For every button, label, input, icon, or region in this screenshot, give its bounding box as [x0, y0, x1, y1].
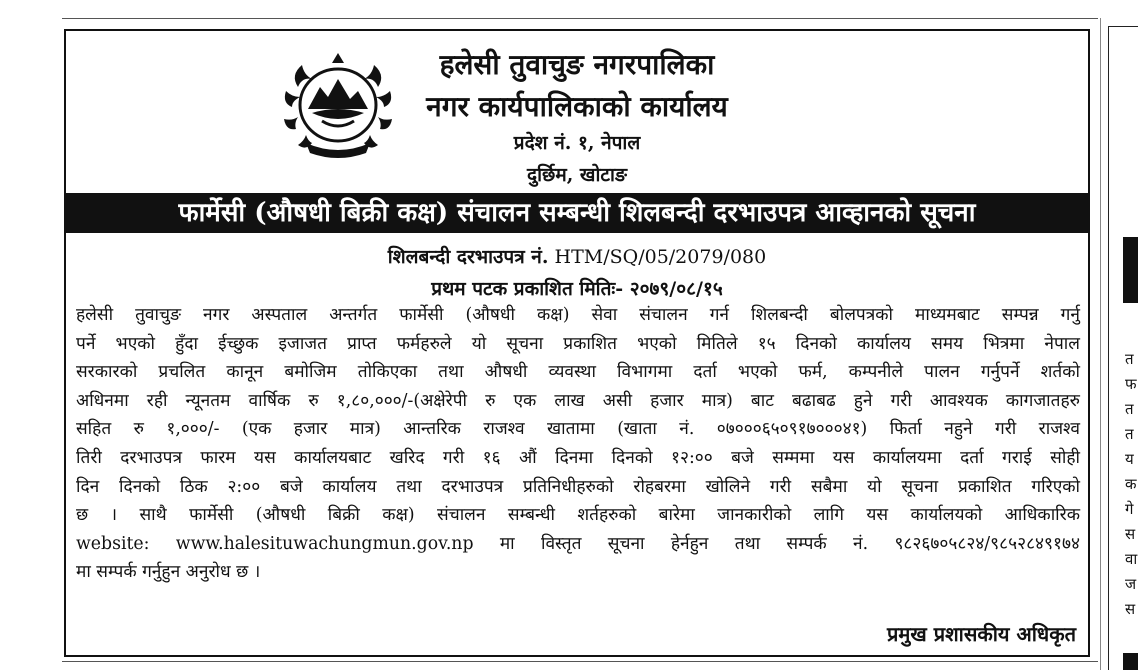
adjacent-text-fragment: त: [1125, 400, 1134, 418]
page-top-rule: [62, 18, 1098, 19]
adjacent-text-fragment: ज: [1125, 575, 1137, 593]
adjacent-text-fragment: य: [1125, 450, 1134, 468]
public-notice: [64, 29, 1090, 657]
notice-body-line: दिन दिनको ठिक २:०० बजे कार्यालय तथा दरभाउपत्र प्रतिनिधीहरुको रोहबरमा खोलिने गरी सबैमा यो सूचना प्रकाशित गरिएको: [76, 476, 1080, 497]
notice-body-line: अधिनमा रही न्यूनतम वार्षिक रु १,८०,०००/-(अक्षेरेपी रु एक लाख असी हजार मात्र) बाट बढाबढ हुने गरी आवश्यक कागजातहरु: [76, 390, 1081, 411]
notice-body: [76, 301, 1080, 587]
adjacent-column: [1108, 26, 1138, 670]
publication-date-label: प्रथम पटक प्रकाशित मितिः-: [431, 278, 624, 300]
municipality-name: हलेसी तुवाचुङ नगरपालिका: [439, 48, 715, 81]
column-separator: [1100, 18, 1101, 670]
reference-number: [66, 243, 1088, 269]
page-bottom-rule: [62, 661, 1098, 662]
publication-date: [66, 275, 1088, 301]
adjacent-footer-block: [1123, 653, 1138, 670]
signatory-title: प्रमुख प्रशासकीय अधिकृत: [887, 622, 1076, 646]
adjacent-black-block: [1123, 237, 1138, 303]
notice-body-line: मा सम्पर्क गर्नुहुन अनुरोध छ ।: [76, 562, 261, 583]
reference-label: शिलबन्दी दरभाउपत्र नं.: [387, 246, 549, 268]
adjacent-text-fragment: क: [1125, 475, 1137, 493]
adjacent-text-fragment: वा: [1125, 550, 1138, 568]
notice-body-line: सरकारको प्रचलित कानून बमोजिम तोकिएका तथा औषधी व्यवस्था विभागमा दर्ता भएको फर्म, कम्पनीले पालन गर्नुपर्ने शर्तको: [76, 362, 1080, 383]
notice-body-line: छ । साथै फार्मेसी (औषधी बिक्री कक्ष) संचालन सम्बन्धी शर्तहरुको बारेमा जानकारीको लागि यस कार्यालयको आधिकारिक: [76, 505, 1080, 526]
location-line: दुर्छिम, खोटाङ: [527, 164, 627, 186]
notice-body-line: website: www.halesituwachungmun.gov.np मा विस्तृत सूचना हेर्नहुन तथा सम्पर्क नं. ९८२६७०५८२४/९८५२८४९१७४: [76, 533, 1080, 554]
notice-body-line: हलेसी तुवाचुङ नगर अस्पताल अन्तर्गत फार्मेसी (औषधी कक्ष) सेवा संचालन गर्न शिलबन्दी बोलपत्रको माध्यमबाट सम्पन्न गर्नु: [76, 305, 1080, 325]
notice-title: फार्मेसी (औषधी बिक्री कक्ष) संचालन सम्बन्धी शिलबन्दी दरभाउपत्र आव्हानको सूचना: [66, 193, 1088, 233]
publication-date-value: २०७९/०८/१५: [629, 278, 723, 300]
notice-body-line: तिरी दरभाउपत्र फारम यस कार्यालयबाट खरिद गरी १६ औं दिनमा दिनको १२:०० बजे सम्ममा यस कार्यालयमा दर्ता गराई सोही: [76, 447, 1080, 468]
office-name: नगर कार्यपालिकाको कार्यालय: [426, 90, 728, 123]
adjacent-text-fragment: गे: [1125, 500, 1134, 518]
adjacent-text-fragment: फ: [1125, 375, 1137, 393]
adjacent-text-fragment: त: [1125, 425, 1134, 443]
notice-body-line: पर्ने भएको हुँदा ईच्छुक इजाजत प्राप्त फर्महरुले यो सूचना प्रकाशित भएको मितिले १५ दिनको कार्यालय समय भित्रमा नेपाल: [76, 333, 1080, 354]
adjacent-text-fragment: स: [1125, 525, 1136, 543]
reference-value: HTM/SQ/05/2079/080: [554, 246, 767, 268]
adjacent-text-fragment: त: [1125, 350, 1134, 368]
province-line: प्रदेश नं. १, नेपाल: [513, 132, 641, 154]
notice-body-line: सहित रु १,०००/- (एक हजार मात्र) आन्तरिक राजश्व खातामा (खाता नं. ०७०००६५०९१७०००४१) फिर्ता नहुने गरी राजश्व: [76, 419, 1080, 440]
adjacent-text-fragment: स: [1125, 600, 1136, 618]
